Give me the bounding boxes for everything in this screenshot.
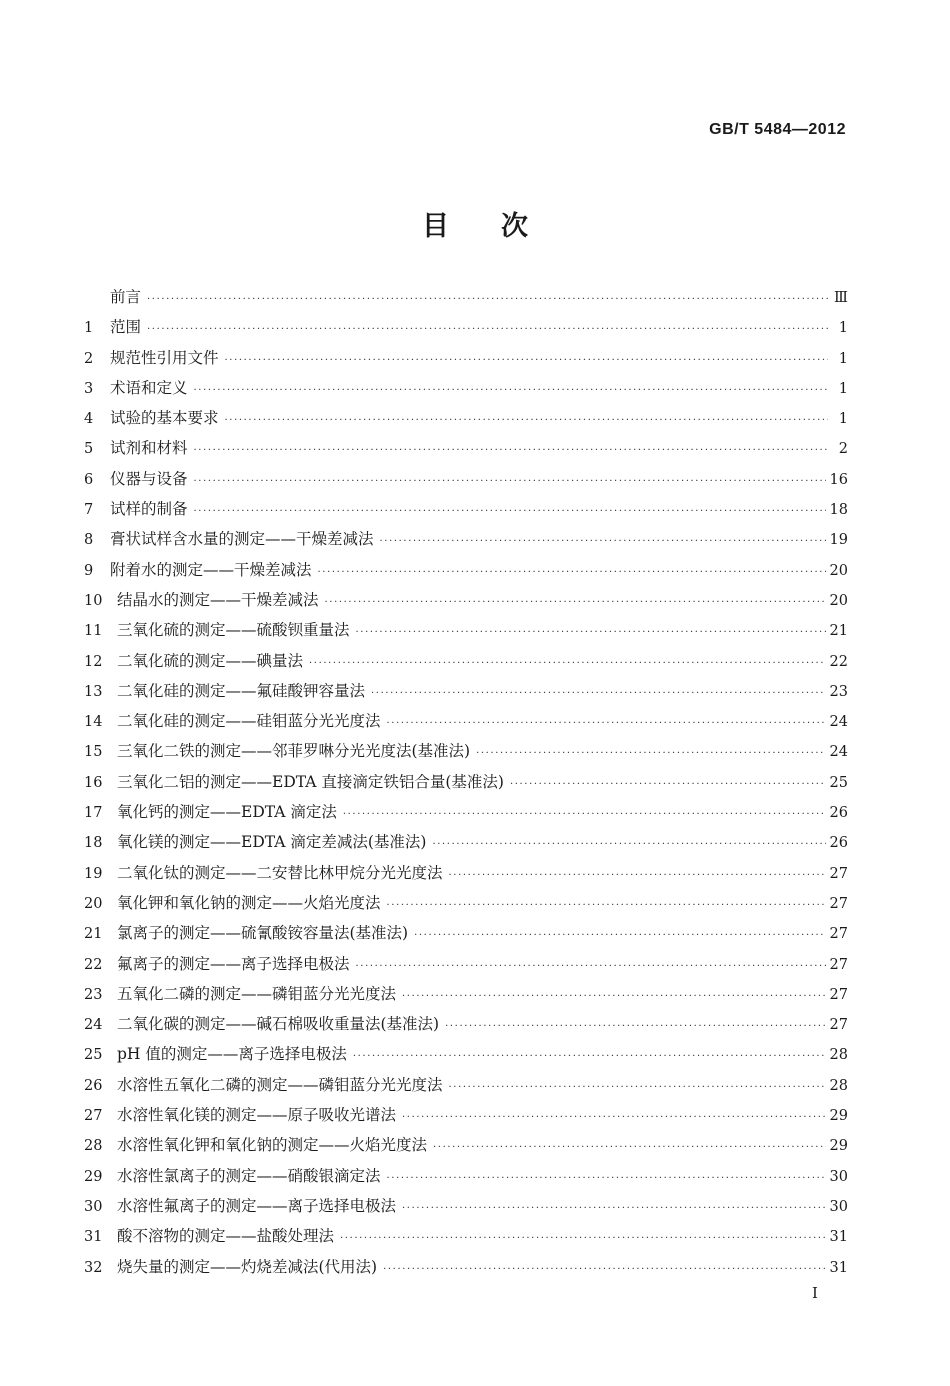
- page-title: 目次: [422, 211, 580, 242]
- toc-entry-page: 2: [838, 441, 848, 458]
- toc-entry-number: 19: [84, 865, 103, 882]
- toc-entry: [84, 1255, 848, 1285]
- toc-entry-label: 水溶性氧化镁的测定——原子吸收光谱法: [117, 1106, 397, 1125]
- dot-leader: [340, 1233, 826, 1244]
- toc-entry-number: 29: [84, 1168, 103, 1185]
- toc-entry: [84, 830, 848, 860]
- toc-entry-number: 23: [84, 986, 103, 1003]
- toc-entry-page: Ⅲ: [834, 290, 848, 306]
- dot-leader: [147, 294, 828, 305]
- toc-entry: [84, 497, 848, 527]
- toc-entry-page: 27: [829, 865, 848, 882]
- dot-leader: [402, 1203, 826, 1214]
- toc-entry-label: 氯离子的测定——硫氰酸铵容量法(基准法): [117, 924, 409, 943]
- toc-entry-page: 18: [829, 502, 848, 519]
- toc-entry-label: pH 值的测定——离子选择电极法: [117, 1045, 347, 1064]
- toc-entry-number: 16: [84, 774, 103, 791]
- document-code: GB/T 5484—2012: [709, 121, 846, 138]
- toc-entry-number: 3: [84, 380, 94, 397]
- toc-entry-page: 27: [829, 1017, 848, 1034]
- page-number: I: [812, 1284, 818, 1302]
- dot-leader: [356, 627, 826, 638]
- dot-leader: [309, 658, 826, 669]
- toc-entry-label: 二氧化硫的测定——碘量法: [117, 651, 304, 670]
- toc-entry-number: 11: [84, 623, 103, 640]
- toc-entry-page: 24: [829, 744, 848, 761]
- toc-entry-page: 16: [829, 471, 848, 488]
- dot-leader: [449, 1082, 826, 1093]
- toc-entry-page: 30: [829, 1168, 848, 1185]
- toc-entry-label: 试剂和材料: [110, 439, 188, 458]
- toc-entry-page: 1: [838, 411, 848, 428]
- toc-entry-page: 31: [829, 1259, 848, 1276]
- toc-entry: [84, 891, 848, 921]
- toc-entry-page: 29: [829, 1108, 848, 1125]
- toc-entry-label: 氟离子的测定——离子选择电极法: [117, 954, 350, 973]
- toc-entry: [84, 982, 848, 1012]
- toc-entry-label: 水溶性氯离子的测定——硝酸银滴定法: [117, 1166, 381, 1185]
- dot-leader: [433, 1142, 826, 1153]
- toc-entry: [84, 649, 848, 679]
- toc-entry-number: 22: [84, 956, 103, 973]
- toc-entry-number: 5: [84, 441, 94, 458]
- dot-leader: [380, 536, 826, 547]
- toc-entry-number: 8: [84, 532, 94, 549]
- toc-entry-page: 1: [838, 320, 848, 337]
- toc-entry: [84, 921, 848, 951]
- toc-entry: [84, 861, 848, 891]
- toc-entry: [84, 467, 848, 497]
- toc-entry-label: 水溶性氟离子的测定——离子选择电极法: [117, 1196, 397, 1215]
- toc-entry-label: 二氧化钛的测定——二安替比林甲烷分光光度法: [117, 863, 443, 882]
- toc-entry-label: 术语和定义: [110, 378, 188, 397]
- toc-entry: [84, 1133, 848, 1163]
- dot-leader: [383, 1264, 825, 1275]
- toc-entry-page: 20: [829, 562, 848, 579]
- toc-entry-label: 三氧化二铁的测定——邻菲罗啉分光光度法(基准法): [117, 742, 471, 761]
- toc-entry-label: 氧化镁的测定——EDTA 滴定差减法(基准法): [117, 833, 427, 852]
- toc-entry-label: 附着水的测定——干燥差减法: [110, 560, 312, 579]
- dot-leader: [449, 870, 826, 881]
- toc-entry: [84, 285, 848, 315]
- toc-entry: [84, 1012, 848, 1042]
- dot-leader: [353, 1051, 826, 1062]
- toc-entry-page: 27: [829, 986, 848, 1003]
- dot-leader: [402, 1112, 826, 1123]
- dot-leader: [194, 476, 826, 487]
- toc-entry: [84, 1042, 848, 1072]
- toc-entry-number: 14: [84, 714, 103, 731]
- toc-entry-page: 28: [829, 1047, 848, 1064]
- toc-entry-number: 21: [84, 926, 103, 943]
- dot-leader: [194, 506, 826, 517]
- toc-entry: [84, 406, 848, 436]
- dot-leader: [510, 779, 826, 790]
- toc-entry-label: 前言: [110, 288, 142, 306]
- toc-entry-number: 31: [84, 1229, 103, 1246]
- toc-entry-number: 12: [84, 653, 103, 670]
- toc-entry-label: 范围: [110, 318, 142, 337]
- toc-entry-number: 17: [84, 805, 103, 822]
- toc-entry: [84, 618, 848, 648]
- toc-entry-label: 三氧化硫的测定——硫酸钡重量法: [117, 621, 350, 640]
- toc-entry-label: 酸不溶物的测定——盐酸处理法: [117, 1227, 335, 1246]
- dot-leader: [476, 748, 825, 759]
- dot-leader: [147, 324, 828, 335]
- dot-leader: [194, 385, 828, 396]
- toc-entry-label: 二氧化硅的测定——硅钼蓝分光光度法: [117, 712, 381, 731]
- toc-entry-page: 29: [829, 1138, 848, 1155]
- toc-entry: [84, 709, 848, 739]
- toc-entry-label: 氧化钾和氧化钠的测定——火焰光度法: [117, 893, 381, 912]
- toc-entry-number: 20: [84, 895, 103, 912]
- toc-entry-page: 26: [829, 835, 848, 852]
- toc-entry-label: 五氧化二磷的测定——磷钼蓝分光光度法: [117, 984, 397, 1003]
- toc-entry-label: 氧化钙的测定——EDTA 滴定法: [117, 803, 337, 822]
- toc-entry-page: 28: [829, 1077, 848, 1094]
- toc-entry-label: 水溶性五氧化二磷的测定——磷钼蓝分光光度法: [117, 1075, 443, 1094]
- toc-entry-label: 试样的制备: [110, 500, 188, 519]
- toc-entry-label: 仪器与设备: [110, 469, 188, 488]
- toc-entry-label: 三氧化二铝的测定——EDTA 直接滴定铁铝合量(基准法): [117, 772, 504, 791]
- toc-entry-number: 30: [84, 1198, 103, 1215]
- toc-entry: [84, 376, 848, 406]
- toc-entry-label: 烧失量的测定——灼烧差减法(代用法): [117, 1257, 378, 1276]
- toc-entry-page: 30: [829, 1198, 848, 1215]
- toc-entry-label: 结晶水的测定——干燥差减法: [117, 590, 319, 609]
- toc-entry-page: 20: [829, 592, 848, 609]
- dot-leader: [402, 991, 826, 1002]
- dot-leader: [225, 415, 828, 426]
- toc-entry: [84, 1103, 848, 1133]
- toc-entry: [84, 436, 848, 466]
- toc-entry-page: 25: [829, 774, 848, 791]
- dot-leader: [343, 809, 826, 820]
- toc-entry-number: 13: [84, 683, 103, 700]
- toc-entry-number: 26: [84, 1077, 103, 1094]
- dot-leader: [432, 839, 825, 850]
- toc-entry-number: 18: [84, 835, 103, 852]
- dot-leader: [356, 961, 826, 972]
- toc-entry-number: 24: [84, 1017, 103, 1034]
- toc-entry-label: 二氧化碳的测定——碱石棉吸收重量法(基准法): [117, 1015, 440, 1034]
- toc-entry-number: 28: [84, 1138, 103, 1155]
- toc-entry-page: 27: [829, 956, 848, 973]
- toc-entry: [84, 1073, 848, 1103]
- table-of-contents: [84, 285, 848, 1285]
- dot-leader: [325, 597, 826, 608]
- toc-entry-page: 19: [829, 532, 848, 549]
- toc-entry-page: 27: [829, 895, 848, 912]
- toc-entry: [84, 558, 848, 588]
- toc-entry-number: 6: [84, 471, 94, 488]
- toc-entry-number: 7: [84, 502, 94, 519]
- toc-entry-number: 32: [84, 1259, 103, 1276]
- toc-entry-label: 试验的基本要求: [110, 409, 219, 428]
- toc-entry: [84, 527, 848, 557]
- dot-leader: [387, 718, 826, 729]
- toc-entry-label: 水溶性氧化钾和氧化钠的测定——火焰光度法: [117, 1136, 428, 1155]
- toc-entry: [84, 800, 848, 830]
- toc-entry-page: 22: [829, 653, 848, 670]
- toc-entry-page: 31: [829, 1229, 848, 1246]
- toc-entry-number: 10: [84, 592, 103, 609]
- toc-entry-label: 二氧化硅的测定——氟硅酸钾容量法: [117, 681, 366, 700]
- toc-entry-page: 1: [838, 380, 848, 397]
- toc-entry-page: 27: [829, 926, 848, 943]
- toc-entry: [84, 1194, 848, 1224]
- toc-entry-number: 15: [84, 744, 103, 761]
- dot-leader: [371, 688, 826, 699]
- toc-entry-page: 1: [838, 350, 848, 367]
- toc-entry: [84, 952, 848, 982]
- toc-entry-label: 膏状试样含水量的测定——干燥差减法: [110, 530, 374, 549]
- toc-entry-page: 23: [829, 683, 848, 700]
- toc-entry: [84, 739, 848, 769]
- dot-leader: [318, 567, 826, 578]
- dot-leader: [194, 445, 828, 456]
- toc-entry: [84, 679, 848, 709]
- toc-entry-number: 25: [84, 1047, 103, 1064]
- dot-leader: [387, 1173, 826, 1184]
- dot-leader: [445, 1021, 825, 1032]
- dot-leader: [225, 355, 828, 366]
- toc-entry: [84, 588, 848, 618]
- toc-entry-page: 26: [829, 805, 848, 822]
- dot-leader: [414, 930, 825, 941]
- toc-entry: [84, 770, 848, 800]
- toc-entry: [84, 1224, 848, 1254]
- toc-entry-number: 27: [84, 1108, 103, 1125]
- toc-entry-number: 4: [84, 411, 94, 428]
- toc-entry: [84, 346, 848, 376]
- toc-entry-number: 9: [84, 562, 94, 579]
- toc-entry: [84, 315, 848, 345]
- toc-entry-number: 1: [84, 320, 94, 337]
- toc-entry-page: 24: [829, 714, 848, 731]
- toc-entry-number: 2: [84, 350, 94, 367]
- toc-entry-page: 21: [829, 623, 848, 640]
- toc-entry: [84, 1164, 848, 1194]
- toc-entry-label: 规范性引用文件: [110, 348, 219, 367]
- dot-leader: [387, 900, 826, 911]
